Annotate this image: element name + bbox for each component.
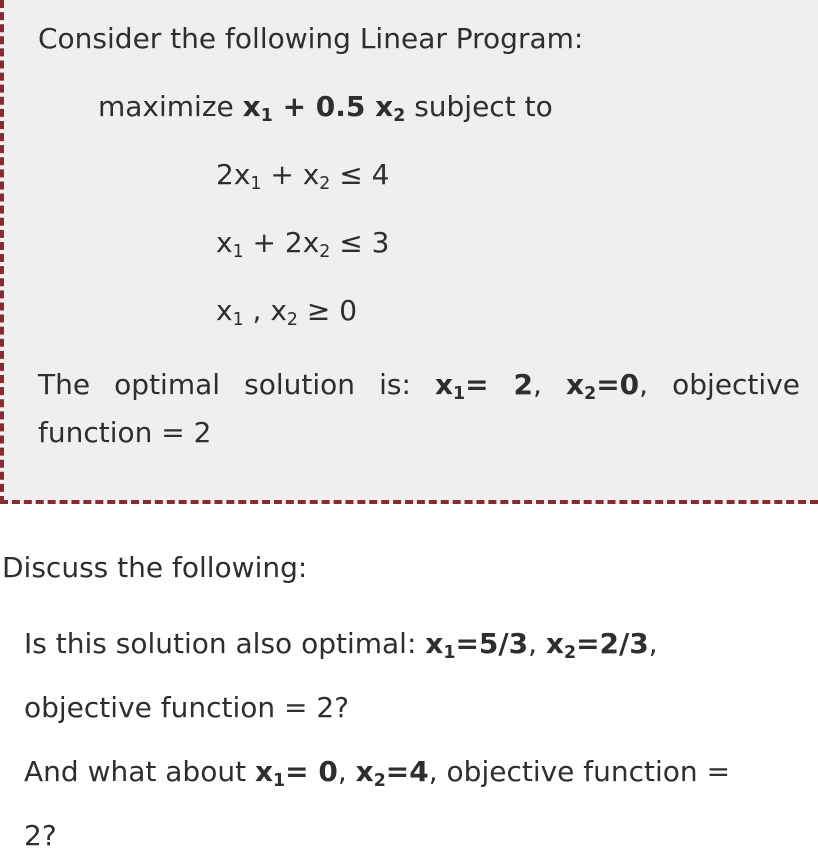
objective-expression: $x_1 + 0.5$ $x_2$ [242, 90, 406, 127]
discussion-title: Discuss the following: [2, 551, 308, 584]
question-1-line-1: Is this solution also optimal: $x_1=5/3$, $x_2=2/3$, [24, 627, 658, 664]
constraint-1: $2x_1 + x_2 \le 4$ [216, 158, 390, 195]
question-2-line-1: And what about $x_1= 0$, $x_2=4$, objective function = [24, 755, 731, 792]
constraint-nonnegativity: $x_1$ , $x_2 \ge 0$ [216, 294, 358, 331]
question-2-line-2: 2? [24, 819, 57, 852]
objective-prefix: maximize [98, 90, 234, 123]
objective-suffix: subject to [405, 90, 553, 123]
constraint-2: $x_1 + 2x_2 \le 3$ [216, 226, 390, 263]
intro-text: Consider the following Linear Program: [38, 22, 584, 55]
question-1-line-2: objective function = 2? [24, 691, 350, 724]
optimal-solution-text: The optimal solution is: $x_1= 2$, $x_2=0$, objective function = 2 [38, 368, 800, 449]
objective-line [98, 90, 553, 127]
